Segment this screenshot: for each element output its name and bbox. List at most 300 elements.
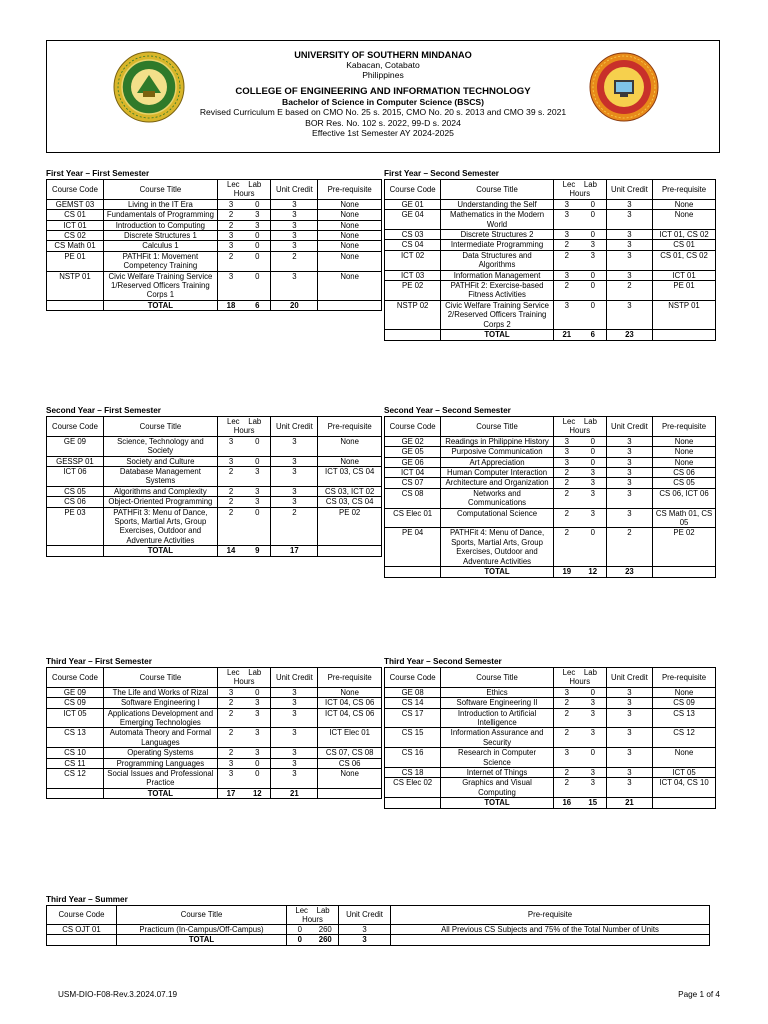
- lab-hours: 0: [580, 300, 606, 329]
- col-header-hours-label: Hours: [233, 677, 255, 687]
- course-title: Living in the IT Era: [103, 199, 217, 209]
- course-code: GE 01: [385, 199, 441, 209]
- lab-hours: 3: [580, 708, 606, 728]
- table-row: [47, 687, 382, 697]
- course-title: Purposive Communication: [441, 447, 554, 457]
- lab-hours: 3: [580, 768, 606, 778]
- lab-hours: 3: [580, 488, 606, 508]
- table-header-row: [385, 417, 716, 437]
- course-code: ICT 01: [47, 220, 104, 230]
- university-address-city: Kabacan, Cotabato: [346, 60, 420, 71]
- col-header-hours: [217, 417, 271, 437]
- lec-hours: 2: [217, 251, 244, 271]
- total-label: TOTAL: [441, 567, 554, 577]
- course-code: CS 06: [47, 497, 104, 507]
- total-empty-cell: [385, 798, 441, 808]
- total-unit: 23: [606, 567, 652, 577]
- university-name: UNIVERSITY OF SOUTHERN MINDANAO: [294, 50, 472, 60]
- table-header-row: [47, 417, 382, 437]
- prerequisite: CS 01, CS 02: [653, 250, 716, 270]
- course-code: CS 04: [385, 240, 441, 250]
- table-header-row: [385, 180, 716, 200]
- prerequisite: CS 12: [653, 728, 716, 748]
- lec-hours: 3: [553, 270, 579, 280]
- prerequisite: None: [653, 457, 716, 467]
- course-title: Software Engineering II: [441, 698, 554, 708]
- table-row: [47, 497, 382, 507]
- prerequisite: CS 01: [653, 240, 716, 250]
- university-address-country: Philippines: [362, 70, 404, 81]
- lec-hours: 2: [217, 220, 244, 230]
- course-title: Architecture and Organization: [441, 478, 554, 488]
- course-code: CS Math 01: [47, 241, 104, 251]
- table-row: [385, 488, 716, 508]
- prerequisite: None: [318, 687, 382, 697]
- table-row: [385, 768, 716, 778]
- prerequisite: ICT Elec 01: [318, 728, 382, 748]
- prerequisite: ICT 01, CS 02: [653, 230, 716, 240]
- col-header-hours-label: Hours: [569, 189, 591, 199]
- bor-resolution: BOR Res. No. 102 s. 2022, 99-D s. 2024: [305, 117, 461, 128]
- unit-credit: 3: [606, 508, 652, 528]
- prerequisite: PE 02: [653, 528, 716, 567]
- table-row: [47, 251, 382, 271]
- course-title: Art Appreciation: [441, 457, 554, 467]
- table-row: [47, 925, 710, 935]
- course-code: CS 15: [385, 728, 441, 748]
- table-row: [385, 230, 716, 240]
- total-empty-cell: [318, 546, 382, 556]
- total-empty-cell: [318, 788, 382, 798]
- unit-credit: 3: [606, 436, 652, 446]
- course-title: Networks and Communications: [441, 488, 554, 508]
- unit-credit: 3: [271, 708, 318, 728]
- table-row: [385, 468, 716, 478]
- unit-credit: 2: [271, 507, 318, 546]
- lec-hours: 2: [553, 728, 579, 748]
- lab-hours: 0: [244, 507, 271, 546]
- course-title: Human Computer Interaction: [441, 468, 554, 478]
- unit-credit: 3: [271, 199, 318, 209]
- lab-hours: 0: [580, 210, 606, 230]
- unit-credit: 3: [606, 768, 652, 778]
- table-row: [385, 457, 716, 467]
- unit-credit: 3: [606, 778, 652, 798]
- lab-hours: 0: [244, 251, 271, 271]
- lab-hours: 0: [580, 687, 606, 697]
- prerequisite: CS 13: [653, 708, 716, 728]
- col-header-prereq: Pre-requisite: [318, 417, 382, 437]
- course-title: Introduction to Computing: [103, 220, 217, 230]
- col-header-lab: Lab: [248, 180, 262, 189]
- total-row: [47, 935, 710, 945]
- total-lec: 17: [217, 788, 244, 798]
- course-code: NSTP 02: [385, 300, 441, 329]
- total-lab: 12: [580, 567, 606, 577]
- prerequisite: CS 05: [653, 478, 716, 488]
- semester-y1-s2: [384, 169, 716, 341]
- col-header-title: Course Title: [441, 668, 554, 688]
- col-header-code: Course Code: [385, 180, 441, 200]
- col-header-hours-label: Hours: [569, 426, 591, 436]
- unit-credit: 2: [606, 528, 652, 567]
- col-header-unit: Unit Credit: [606, 668, 652, 688]
- course-code: PE 04: [385, 528, 441, 567]
- col-header-hours-label: Hours: [233, 426, 255, 436]
- total-unit: 3: [339, 935, 391, 945]
- total-empty-cell: [47, 935, 117, 945]
- course-title: Mathematics in the Modern World: [441, 210, 554, 230]
- unit-credit: 3: [271, 748, 318, 758]
- unit-credit: 3: [271, 486, 318, 496]
- semester-title: First Year – First Semester: [46, 169, 150, 178]
- total-label: TOTAL: [117, 935, 287, 945]
- course-code: ICT 06: [47, 467, 104, 487]
- prerequisite: ICT 03, CS 04: [318, 467, 382, 487]
- lab-hours: 3: [244, 210, 271, 220]
- unit-credit: 3: [271, 467, 318, 487]
- total-label: TOTAL: [103, 300, 217, 310]
- lab-hours: 0: [244, 687, 271, 697]
- prerequisite: CS 06, ICT 06: [653, 488, 716, 508]
- unit-credit: 3: [606, 748, 652, 768]
- table-row: [47, 769, 382, 789]
- total-unit: 17: [271, 546, 318, 556]
- unit-credit: 3: [606, 270, 652, 280]
- prerequisite: None: [318, 210, 382, 220]
- prerequisite: None: [653, 436, 716, 446]
- course-code: CS 07: [385, 478, 441, 488]
- course-title: Information Assurance and Security: [441, 728, 554, 748]
- lec-hours: 2: [217, 507, 244, 546]
- unit-credit: 3: [271, 769, 318, 789]
- course-code: CS 10: [47, 748, 104, 758]
- course-title: The Life and Works of Rizal: [103, 687, 217, 697]
- prerequisite: CS 07, CS 08: [318, 748, 382, 758]
- prerequisite: None: [653, 210, 716, 230]
- lec-hours: 2: [553, 240, 579, 250]
- lec-hours: 2: [553, 768, 579, 778]
- col-header-hours: [217, 180, 271, 200]
- table-row: [385, 240, 716, 250]
- prerequisite: None: [318, 271, 382, 300]
- unit-credit: 3: [271, 728, 318, 748]
- table-header-row: [47, 906, 710, 925]
- col-header-unit: Unit Credit: [271, 668, 318, 688]
- col-header-unit: Unit Credit: [606, 417, 652, 437]
- prerequisite: ICT 04, CS 06: [318, 708, 382, 728]
- total-label: TOTAL: [441, 798, 554, 808]
- document-code: USM-DIO-F08-Rev.3.2024.07.19: [58, 990, 178, 999]
- unit-credit: 3: [606, 488, 652, 508]
- course-code: GE 09: [47, 687, 104, 697]
- unit-credit: 3: [606, 240, 652, 250]
- course-code: NSTP 01: [47, 271, 104, 300]
- col-header-lab: Lab: [248, 417, 262, 426]
- prerequisite: None: [318, 769, 382, 789]
- total-unit: 23: [606, 330, 652, 340]
- total-lab: 6: [580, 330, 606, 340]
- prerequisite: ICT 01: [653, 270, 716, 280]
- course-title: Intermediate Programming: [441, 240, 554, 250]
- total-empty-cell: [47, 300, 104, 310]
- col-header-lec: Lec: [295, 906, 308, 915]
- prerequisite: All Previous CS Subjects and 75% of the Total Number of Units: [391, 925, 710, 935]
- lec-hours: 2: [553, 528, 579, 567]
- prerequisite: None: [318, 220, 382, 230]
- lec-hours: 3: [217, 456, 244, 466]
- lec-hours: 2: [553, 698, 579, 708]
- semester-y2-s2: [384, 406, 716, 578]
- prerequisite: None: [318, 199, 382, 209]
- total-empty-cell: [653, 330, 716, 340]
- total-unit: 21: [271, 788, 318, 798]
- col-header-lab: Lab: [583, 668, 597, 677]
- lab-hours: 3: [244, 486, 271, 496]
- col-header-hours: [553, 180, 606, 200]
- lab-hours: 0: [580, 528, 606, 567]
- unit-credit: 3: [606, 250, 652, 270]
- col-header-code: Course Code: [385, 668, 441, 688]
- course-title: Introduction to Artificial Intelligence: [441, 708, 554, 728]
- total-empty-cell: [318, 300, 382, 310]
- total-row: [47, 546, 382, 556]
- table-row: [385, 447, 716, 457]
- table-header-row: [47, 180, 382, 200]
- lec-hours: 2: [553, 478, 579, 488]
- course-title: PATHFit 1: Movement Competency Training: [103, 251, 217, 271]
- semester-title: Second Year – Second Semester: [384, 406, 511, 415]
- lab-hours: 3: [580, 728, 606, 748]
- unit-credit: 3: [606, 687, 652, 697]
- unit-credit: 3: [271, 687, 318, 697]
- course-title: Civic Welfare Training Service 1/Reserved Officers Training Corps 1: [103, 271, 217, 300]
- lec-hours: 3: [553, 687, 579, 697]
- course-code: CS 12: [47, 769, 104, 789]
- col-header-hours: [553, 417, 606, 437]
- col-header-hours-label: Hours: [569, 677, 591, 687]
- col-header-lec: Lec: [227, 180, 240, 189]
- col-header-hours: [217, 668, 271, 688]
- course-title: Database Management Systems: [103, 467, 217, 487]
- col-header-code: Course Code: [47, 417, 104, 437]
- course-title: Operating Systems: [103, 748, 217, 758]
- course-title: Understanding the Self: [441, 199, 554, 209]
- lab-hours: 3: [244, 728, 271, 748]
- semester-title: Third Year – Second Semester: [384, 657, 502, 666]
- lab-hours: 0: [244, 758, 271, 768]
- unit-credit: 3: [339, 925, 391, 935]
- table-row: [47, 758, 382, 768]
- col-header-lab: Lab: [583, 180, 597, 189]
- unit-credit: 2: [271, 251, 318, 271]
- lec-hours: 2: [217, 210, 244, 220]
- table-row: [385, 250, 716, 270]
- course-title: Research in Computer Science: [441, 748, 554, 768]
- table-row: [47, 507, 382, 546]
- college-name: COLLEGE OF ENGINEERING AND INFORMATION TECHNOLOGY: [235, 86, 531, 98]
- unit-credit: 3: [271, 497, 318, 507]
- prerequisite: CS 03, ICT 02: [318, 486, 382, 496]
- course-code: PE 03: [47, 507, 104, 546]
- course-title: PATHFit 4: Menu of Dance, Sports, Martial Arts, Group Exercises, Outdoor and Adventure Activities: [441, 528, 554, 567]
- course-title: Internet of Things: [441, 768, 554, 778]
- lec-hours: 3: [217, 769, 244, 789]
- program-name: Bachelor of Science in Computer Science (BSCS): [281, 97, 484, 108]
- unit-credit: 3: [606, 728, 652, 748]
- course-table: [384, 667, 716, 809]
- course-code: PE 02: [385, 281, 441, 301]
- lec-hours: 3: [217, 687, 244, 697]
- course-code: CS 14: [385, 698, 441, 708]
- col-header-code: Course Code: [385, 417, 441, 437]
- table-row: [385, 478, 716, 488]
- unit-credit: 3: [606, 708, 652, 728]
- course-code: CS 09: [47, 698, 104, 708]
- col-header-title: Course Title: [441, 180, 554, 200]
- col-header-prereq: Pre-requisite: [653, 668, 716, 688]
- table-row: [47, 220, 382, 230]
- course-title: Graphics and Visual Computing: [441, 778, 554, 798]
- lec-hours: 3: [217, 271, 244, 300]
- table-row: [47, 199, 382, 209]
- lab-hours: 0: [244, 436, 271, 456]
- lec-hours: 2: [217, 748, 244, 758]
- prerequisite: PE 02: [318, 507, 382, 546]
- unit-credit: 3: [606, 210, 652, 230]
- lab-hours: 3: [244, 220, 271, 230]
- col-header-lec: Lec: [562, 668, 576, 677]
- course-code: ICT 04: [385, 468, 441, 478]
- lec-hours: 0: [287, 925, 313, 935]
- course-table: [384, 416, 716, 578]
- unit-credit: 3: [606, 447, 652, 457]
- course-title: Data Structures and Algorithms: [441, 250, 554, 270]
- table-row: [47, 271, 382, 300]
- course-code: GESSP 01: [47, 456, 104, 466]
- table-row: [385, 210, 716, 230]
- lab-hours: 0: [580, 457, 606, 467]
- course-title: Fundamentals of Programming: [103, 210, 217, 220]
- lab-hours: 0: [244, 271, 271, 300]
- lab-hours: 0: [244, 231, 271, 241]
- col-header-title: Course Title: [103, 180, 217, 200]
- col-header-lab: Lab: [583, 417, 597, 426]
- col-header-lec: Lec: [562, 417, 576, 426]
- col-header-code: Course Code: [47, 668, 104, 688]
- prerequisite: CS Math 01, CS 05: [653, 508, 716, 528]
- curriculum-basis: Revised Curriculum E based on CMO No. 25 s. 2015, CMO No. 20 s. 2013 and CMO 39 s. 2021: [199, 107, 567, 118]
- lec-hours: 3: [553, 447, 579, 457]
- course-title: Ethics: [441, 687, 554, 697]
- col-header-lec: Lec: [227, 668, 240, 677]
- course-title: Discrete Structures 2: [441, 230, 554, 240]
- course-title: Software Engineering I: [103, 698, 217, 708]
- prerequisite: CS 06: [653, 468, 716, 478]
- prerequisite: None: [653, 447, 716, 457]
- total-lec: 19: [553, 567, 579, 577]
- total-row: [385, 567, 716, 577]
- total-row: [47, 300, 382, 310]
- course-title: Programming Languages: [103, 758, 217, 768]
- col-header-code: Course Code: [47, 180, 104, 200]
- total-label: TOTAL: [103, 788, 217, 798]
- lec-hours: 2: [553, 488, 579, 508]
- course-code: CS 03: [385, 230, 441, 240]
- col-header-unit: Unit Credit: [271, 180, 318, 200]
- lec-hours: 3: [217, 199, 244, 209]
- course-code: GE 09: [47, 436, 104, 456]
- lab-hours: 0: [580, 436, 606, 446]
- semester-title: First Year – Second Semester: [384, 169, 499, 178]
- course-code: GE 05: [385, 447, 441, 457]
- course-code: CS 08: [385, 488, 441, 508]
- prerequisite: None: [653, 199, 716, 209]
- lab-hours: 0: [580, 230, 606, 240]
- table-row: [385, 748, 716, 768]
- unit-credit: 3: [606, 468, 652, 478]
- lab-hours: 3: [580, 250, 606, 270]
- col-header-hours: [287, 906, 339, 925]
- course-code: ICT 02: [385, 250, 441, 270]
- table-row: [385, 778, 716, 798]
- course-title: Social Issues and Professional Practice: [103, 769, 217, 789]
- prerequisite: ICT 05: [653, 768, 716, 778]
- total-empty-cell: [47, 546, 104, 556]
- col-header-hours-label: Hours: [302, 915, 323, 924]
- unit-credit: 3: [271, 758, 318, 768]
- course-title: Applications Development and Emerging Technologies: [103, 708, 217, 728]
- lec-hours: 3: [553, 230, 579, 240]
- total-row: [47, 788, 382, 798]
- course-title: Information Management: [441, 270, 554, 280]
- table-row: [47, 231, 382, 241]
- prerequisite: None: [318, 456, 382, 466]
- course-code: CS 18: [385, 768, 441, 778]
- course-title: Science, Technology and Society: [103, 436, 217, 456]
- table-row: [385, 270, 716, 280]
- lab-hours: 0: [580, 281, 606, 301]
- table-row: [385, 687, 716, 697]
- unit-credit: 3: [271, 220, 318, 230]
- page-number: Page 1 of 4: [678, 990, 720, 999]
- total-lab: 12: [244, 788, 271, 798]
- course-code: CS 05: [47, 486, 104, 496]
- prerequisite: PE 01: [653, 281, 716, 301]
- prerequisite: ICT 04, CS 06: [318, 698, 382, 708]
- table-row: [47, 698, 382, 708]
- table-row: [47, 728, 382, 748]
- course-code: CS 02: [47, 231, 104, 241]
- table-row: [385, 508, 716, 528]
- col-header-prereq: Pre-requisite: [391, 906, 710, 925]
- course-title: Calculus 1: [103, 241, 217, 251]
- unit-credit: 3: [606, 300, 652, 329]
- course-table: [46, 179, 382, 311]
- course-title: Readings in Philippine History: [441, 436, 554, 446]
- lab-hours: 3: [244, 497, 271, 507]
- unit-credit: 3: [271, 271, 318, 300]
- prerequisite: None: [318, 251, 382, 271]
- table-row: [47, 241, 382, 251]
- lec-hours: 3: [217, 758, 244, 768]
- course-code: CS 01: [47, 210, 104, 220]
- prerequisite: None: [318, 231, 382, 241]
- course-code: CS 13: [47, 728, 104, 748]
- col-header-title: Course Title: [117, 906, 287, 925]
- total-row: [385, 798, 716, 808]
- lec-hours: 3: [553, 436, 579, 446]
